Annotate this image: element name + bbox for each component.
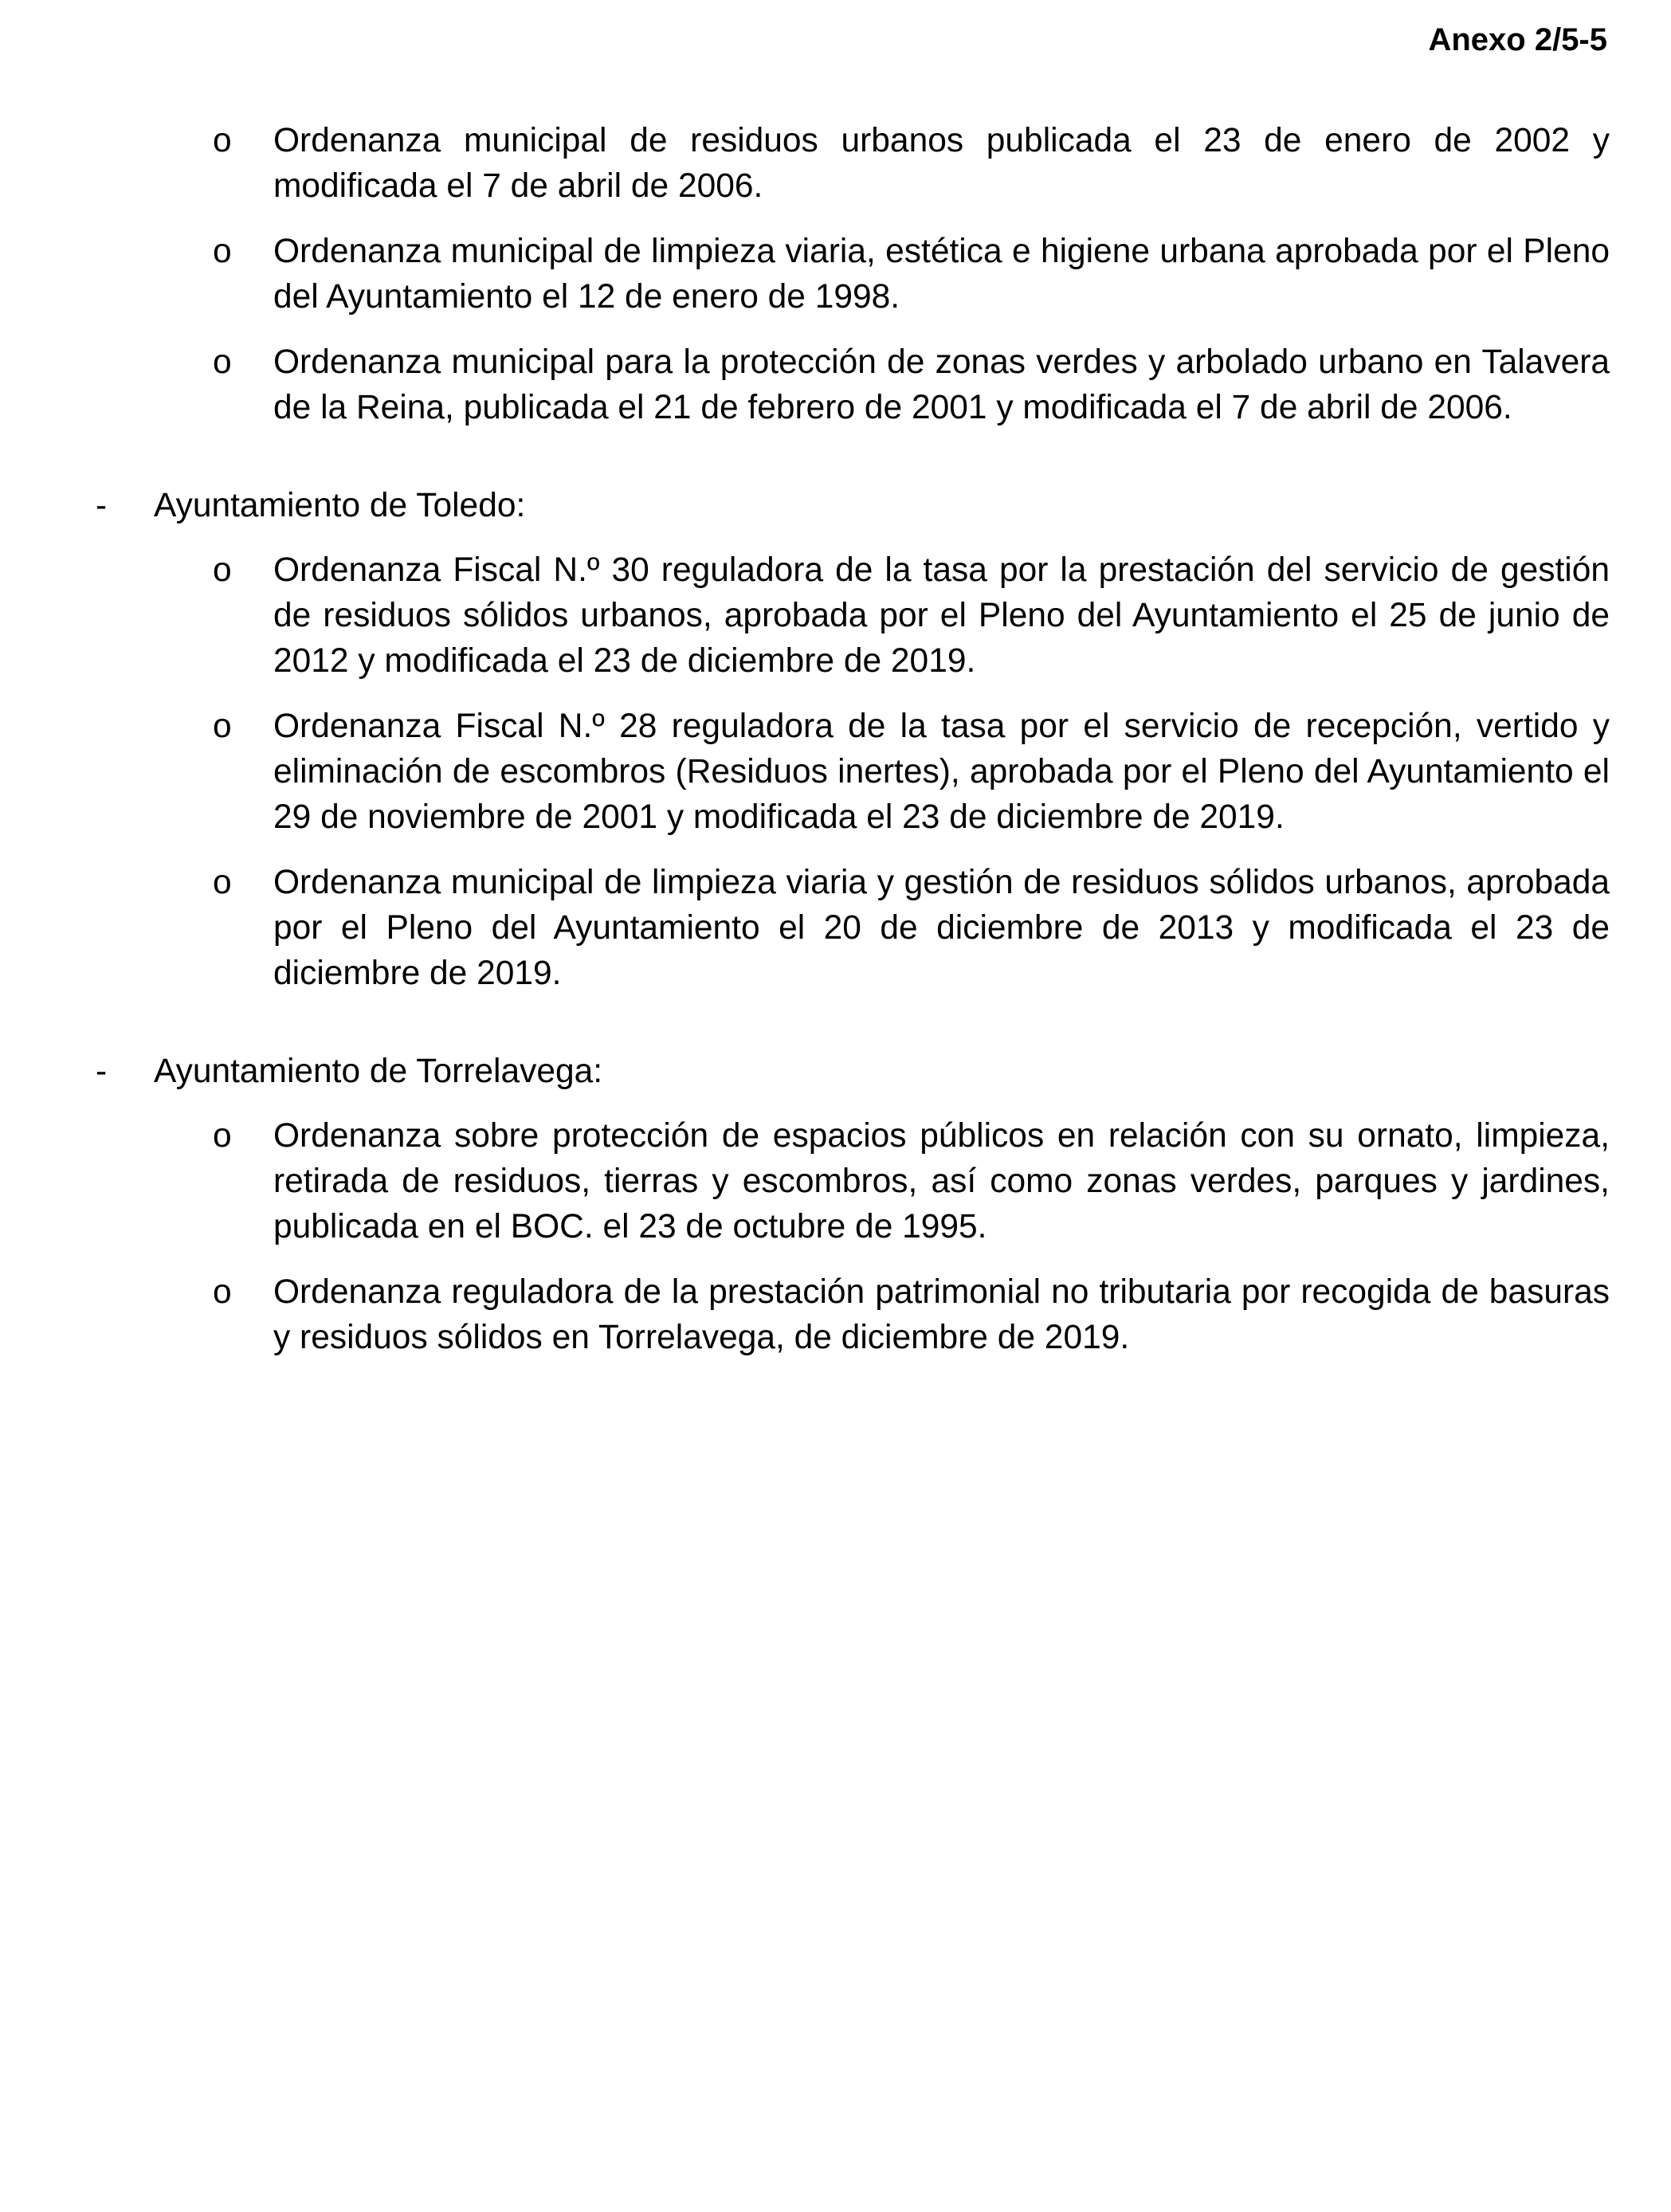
ordinance-item: [88, 704, 1610, 840]
dash-marker: -: [96, 1053, 108, 1090]
ordinance-item: [88, 1269, 1610, 1360]
bullet-marker: o: [213, 122, 232, 159]
section-toledo: [88, 483, 1610, 996]
bullet-marker: o: [213, 864, 232, 901]
ordinance-text: Ordenanza municipal de limpieza viaria y gestión de residuos sólidos urbanos, aprobada por el Pleno del Ayuntamiento el 20 de diciembre de 2013 y modificada el 23 de diciembre de 2019.: [273, 864, 1610, 992]
bullet-marker: o: [213, 1273, 232, 1311]
ordinance-item: [88, 547, 1610, 684]
section-heading: [88, 1049, 1610, 1094]
section-title: Ayuntamiento de Toledo:: [154, 487, 526, 524]
ordinance-text: Ordenanza municipal para la protección de zonas verdes y arbolado urbano en Talavera de la Reina, publicada el 21 de febrero de 2001 y modificada el 7 de abril de 2006.: [273, 343, 1610, 426]
bullet-marker: o: [213, 708, 232, 745]
ordinance-text: Ordenanza Fiscal N.º 28 reguladora de la tasa por el servicio de recepción, vertido y eliminación de escombros (Residuos inertes), aprobada por el Pleno del Ayuntamiento el 29 de noviembre de 2001 y modificada el 23 de diciembre de 2019.: [273, 708, 1610, 836]
section-torrelavega: [88, 1049, 1610, 1360]
ordinance-item: [88, 118, 1610, 209]
ordinance-text: Ordenanza reguladora de la prestación patrimonial no tributaria por recogida de basuras y residuos sólidos en Torrelavega, de diciembre de 2019.: [273, 1273, 1610, 1356]
ordinance-item: [88, 1113, 1610, 1249]
bullet-marker: o: [213, 343, 232, 381]
intro-ordinance-list: [88, 118, 1610, 430]
ordinance-text: Ordenanza Fiscal N.º 30 reguladora de la tasa por la prestación del servicio de gestión de residuos sólidos urbanos, aprobada por el Pleno del Ayuntamiento el 25 de junio de 2012 y modificada el 23 de diciembre de 2019.: [273, 551, 1610, 680]
ordinance-text: Ordenanza municipal de limpieza viaria, estética e higiene urbana aprobada por el Pleno del Ayuntamiento el 12 de enero de 1998.: [273, 233, 1610, 316]
ordinance-list: [88, 547, 1610, 996]
document-body: [88, 118, 1610, 1380]
bullet-marker: o: [213, 551, 232, 589]
ordinance-item: [88, 339, 1610, 430]
ordinance-text: Ordenanza municipal de residuos urbanos publicada el 23 de enero de 2002 y modificada el 7 de abril de 2006.: [273, 122, 1610, 205]
section-heading: [88, 483, 1610, 528]
bullet-marker: o: [213, 1117, 232, 1155]
ordinance-text: Ordenanza sobre protección de espacios públicos en relación con su ornato, limpieza, retirada de residuos, tierras y escombros, así como zonas verdes, parques y jardines, publicada en el BOC. el 23 de octubre de 1995.: [273, 1117, 1610, 1245]
dash-marker: -: [96, 487, 108, 524]
section-title: Ayuntamiento de Torrelavega:: [154, 1053, 603, 1090]
bullet-marker: o: [213, 233, 232, 270]
ordinance-list: [88, 1113, 1610, 1360]
ordinance-item: [88, 229, 1610, 320]
annex-header: Anexo 2/5-5: [1428, 22, 1607, 57]
ordinance-item: [88, 860, 1610, 996]
